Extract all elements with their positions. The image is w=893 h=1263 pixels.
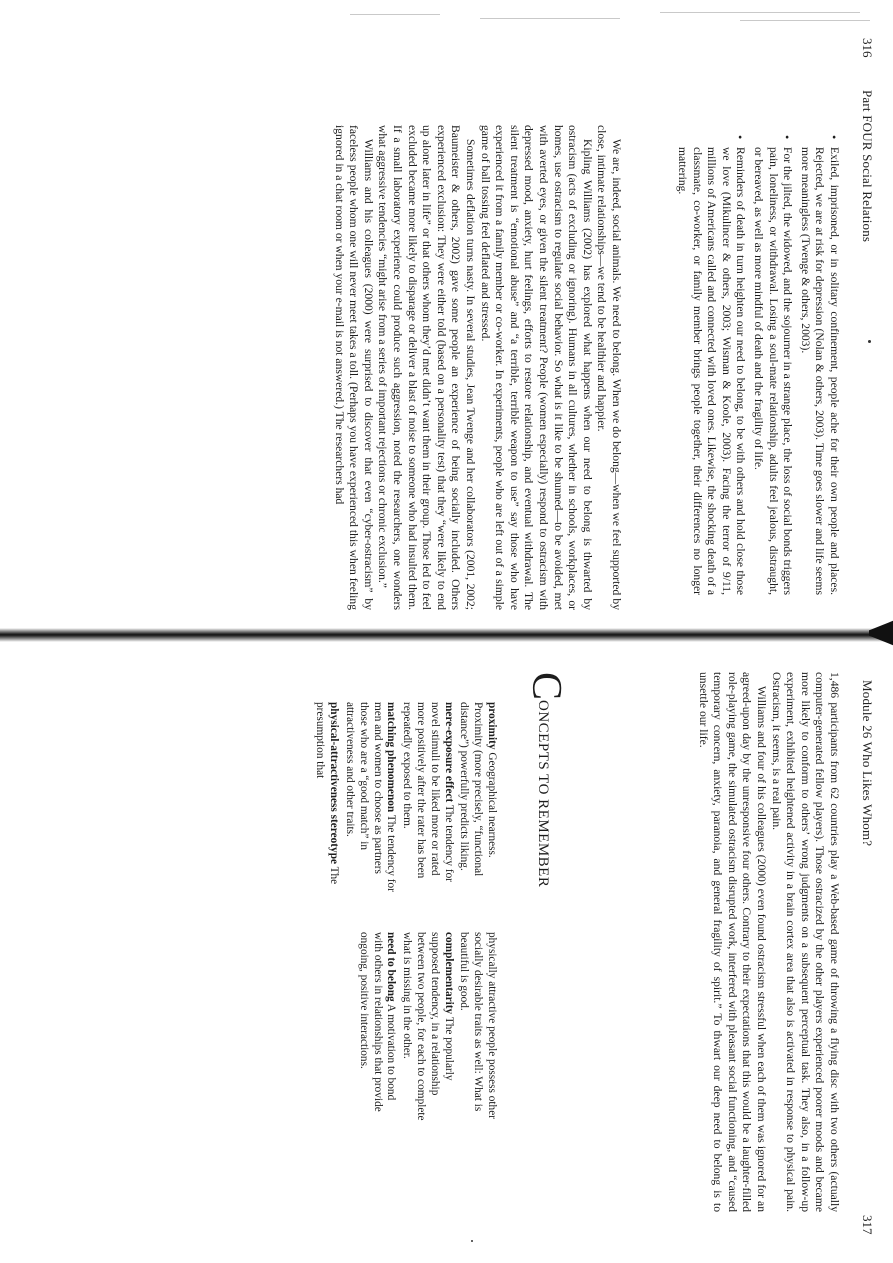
body-paragraph: Williams and four of his colleagues (2000) even found ostracism stressful when each of them was ignored for an agreed-upon day by the unresponsive four others. Contrary to their expectations that this would be a laughter-filled role-playing game, the simulated ostracism disrupted work, interfered with pleasant social functioning, and “caused temporary concern, anxiety, paranoia, and general fragility of spirit.” To thwart our deep need to belong is to unsettle our life.	[696, 672, 769, 1212]
left-bullet-list	[670, 135, 841, 595]
scan-speck	[471, 1240, 473, 1242]
scan-speck	[868, 340, 871, 343]
concepts-column-1	[311, 702, 498, 892]
concept-term: proximity	[486, 702, 498, 750]
right-body-text	[695, 672, 841, 1212]
running-head-right: Module 26 Who Likes Whom?	[860, 680, 875, 847]
concept-entry	[342, 702, 397, 892]
bullet-item: • Reminders of death in turn heighten our need to belong, to be with others and hold close those we love (Mikulincer & others, 2003; Wisman & Koole, 2003). Facing the terror of 9/11, millions of Americans called and connected with loved ones. Likewise, the shocking death of a classmate, co-worker, or family member brings people together, their differences no longer mattering.	[674, 147, 747, 595]
right-page	[0, 640, 893, 1263]
bullet-item: • For the jilted, the widowed, and the sojourner in a strange place, the loss of social bonds triggers pain, loneliness, or withdrawal. Losing a soul-mate relationship, adults feel jealous, distraught, or bereaved, as well as more mindful of death and the fragility of life.	[750, 147, 794, 595]
concept-entry	[457, 932, 498, 1122]
concept-term: complementarity	[442, 932, 455, 1015]
concept-definition: The tendency for novel stimuli to be liked more or rated more positively after the rater has been repeatedly exposed to them.	[401, 702, 455, 883]
concept-definition: physically attractive people possess other socially desirable traits as well: What is beautiful is good.	[458, 932, 498, 1119]
concepts-heading	[523, 672, 569, 888]
concepts-column-2	[354, 932, 498, 1122]
body-paragraph: 1,486 participants from 62 countries play a Web-based game of throwing a flying disc with two others (actually computer-generated fellow players). Those ostracized by the other players experienced poorer moods and became more likely to conform to others’ wrong judgments on a subsequent perceptual task. They also, in a follow-up experiment, exhibited heightened activity in a brain cortex area that also is activated in response to physical pain. Ostracism, it seems, is a real pain.	[769, 672, 841, 1212]
body-paragraph: Williams and his colleagues (2000) were surprised to discover that even “cyber-ostracism” by faceless people whom one will never meet takes a toll. (Perhaps you have experienced this when feeling ignored in a chat room or when your e-mail is not answered.) The researchers had	[332, 125, 375, 610]
body-paragraph: Kipling Williams (2002) has explored what happens when our need to belong is thwarted by ostracism (acts of excluding or ignoring). Humans in all cultures, whether in schools, workplaces, or homes, use ostracism to regulate social behavior. So what is it like to be shunned—to be avoided, met with averted eyes, or given the silent treatment? People (women especially) respond to ostracism with depressed mood, anxiety, hurt feelings, efforts to restore relationship, and eventual withdrawal. The silent treatment is “emotional abuse” and “a terrible, terrible weapon to use” say those who have experienced it from a family member or co-worker. In experiments, people who are left out of a simple game of ball tossing feel deflated and stressed.	[478, 125, 594, 610]
body-paragraph: We are, indeed, social animals. We need to belong. When we do belong—when we feel supported by close, intimate relationships—we tend to be healthier and happier.	[595, 125, 623, 610]
concept-entry	[356, 932, 397, 1122]
heading-text: ONCEPTS TO REMEMBER	[535, 700, 551, 888]
concept-term: need to belong	[385, 932, 398, 1002]
concept-definition: Geographical nearness. Proximity (more precisely, “functional distance”) powerfully predicts liking.	[458, 702, 498, 877]
bullet-item: • Exiled, imprisoned, or in solitary confinement, people ache for their own people and places. Rejected, we are at risk for depression (Nolan & others, 2003). Time goes slower and life seems more meaningless (Twenge & others, 2003).	[797, 147, 841, 595]
concepts-list	[198, 702, 498, 1182]
heading-initial: C	[523, 672, 569, 701]
running-head-left: Part FOUR Social Relations	[860, 90, 875, 243]
body-paragraph: Sometimes deflation turns nasty. In several studies, Jean Twenge and her collaborators (2001, 2002; Baumeister & others, 2002) gave some people an experience of being socially included. Others experienced exclusion: They were either told (based on a personality test) that they “were likely to end up alone later in life” or that others whom they’d met didn’t want them in their group. Those led to feel excluded became more likely to disparage or deliver a blast of noise to someone who had insulted them. If a small laboratory experience could produce such aggression, noted the researchers, one wonders what aggressive tendencies “might arise from a series of important rejections or chronic exclusion.”	[376, 125, 478, 610]
concept-entry	[457, 702, 498, 892]
concept-definition: The popularly supposed tendency, in a relationship between two people, for each to complete what is missing in the other.	[401, 932, 455, 1121]
page-number-right: 317	[860, 1215, 875, 1235]
left-body-text	[331, 125, 623, 610]
concept-entry	[399, 932, 454, 1122]
concept-term: physical-attractiveness stereotype	[328, 702, 341, 864]
concept-definition: The tendency for men and women to choose as partners those who are a “good match” in attractiveness and other traits.	[344, 702, 398, 892]
concept-definition: The presumption that	[314, 702, 341, 885]
concept-term: mere-exposure effect	[442, 702, 455, 803]
left-page	[0, 0, 893, 630]
concept-entry	[313, 702, 341, 892]
page-number-left: 316	[860, 38, 875, 58]
concept-entry	[399, 702, 454, 892]
concept-term: matching phenomenon	[385, 702, 398, 813]
concept-definition: A motivation to bond with others in relationships that provide ongoing, positive interactions.	[357, 932, 398, 1112]
